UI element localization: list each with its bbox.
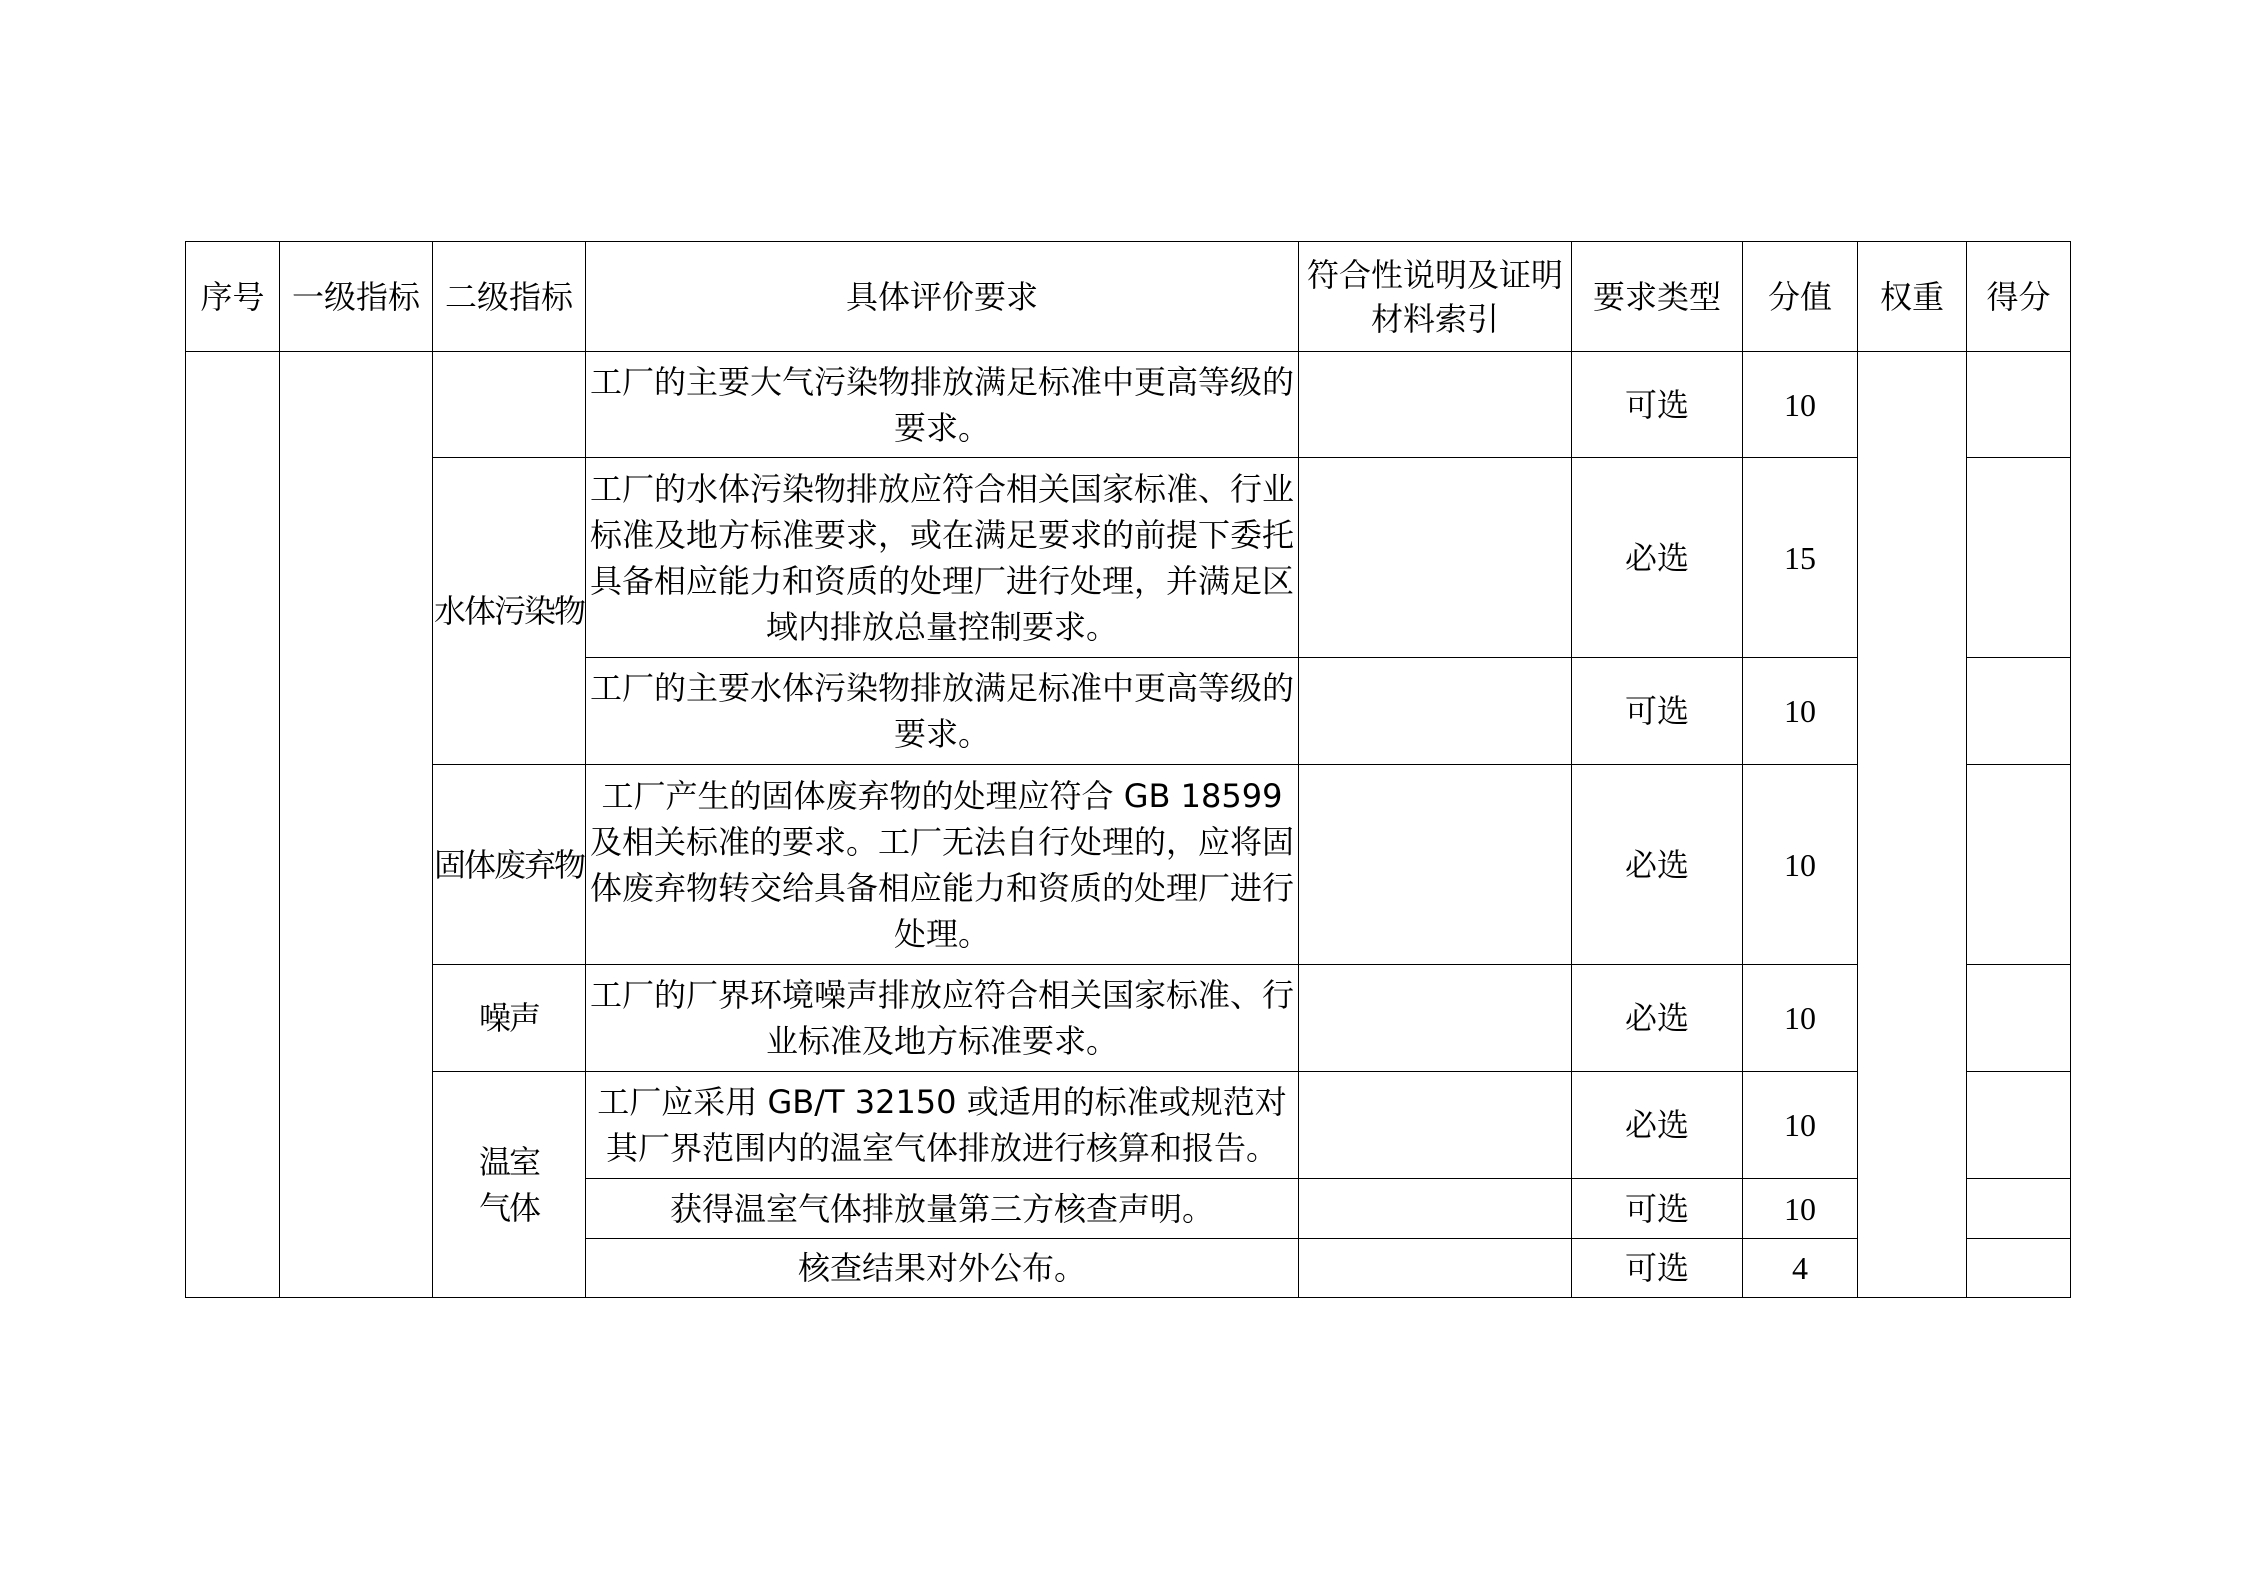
level2-cell-noise: 噪声 xyxy=(433,965,586,1072)
header-row xyxy=(186,242,2071,352)
requirement-cell: 工厂的主要大气污染物排放满足标准中更高等级的要求。 xyxy=(586,352,1299,458)
score-cell[interactable] xyxy=(1967,765,2071,965)
req-type-cell: 必选 xyxy=(1572,458,1743,658)
table-row xyxy=(186,1072,2071,1179)
table-row xyxy=(186,965,2071,1072)
score-value-cell: 10 xyxy=(1743,1179,1858,1239)
score-value-cell: 4 xyxy=(1743,1239,1858,1298)
evidence-cell[interactable] xyxy=(1299,1072,1572,1179)
evidence-cell[interactable] xyxy=(1299,458,1572,658)
evidence-cell[interactable] xyxy=(1299,765,1572,965)
evidence-cell[interactable] xyxy=(1299,1179,1572,1239)
evidence-cell[interactable] xyxy=(1299,965,1572,1072)
table-row xyxy=(186,458,2071,658)
score-value-cell: 15 xyxy=(1743,458,1858,658)
score-value-cell: 10 xyxy=(1743,965,1858,1072)
header-seq: 序号 xyxy=(186,242,280,352)
level2-cell-solid: 固体废弃物 xyxy=(433,765,586,965)
header-req-type: 要求类型 xyxy=(1572,242,1743,352)
requirement-cell: 工厂产生的固体废弃物的处理应符合 GB 18599 及相关标准的要求。工厂无法自行处理的，应将固体废弃物转交给具备相应能力和资质的处理厂进行处理。 xyxy=(586,765,1299,965)
header-evidence: 符合性说明及证明材料索引 xyxy=(1299,242,1572,352)
header-score-value: 分值 xyxy=(1743,242,1858,352)
evaluation-table xyxy=(185,241,2071,1298)
requirement-cell: 工厂应采用 GB/T 32150 或适用的标准或规范对其厂界范围内的温室气体排放进行核算和报告。 xyxy=(586,1072,1299,1179)
level2-cell-air xyxy=(433,352,586,458)
score-value-cell: 10 xyxy=(1743,1072,1858,1179)
score-value-cell: 10 xyxy=(1743,352,1858,458)
table-row xyxy=(186,765,2071,965)
weight-cell[interactable] xyxy=(1858,352,1967,1298)
req-type-cell: 可选 xyxy=(1572,352,1743,458)
score-cell[interactable] xyxy=(1967,965,2071,1072)
header-requirement: 具体评价要求 xyxy=(586,242,1299,352)
score-cell[interactable] xyxy=(1967,1179,2071,1239)
score-cell[interactable] xyxy=(1967,1239,2071,1298)
header-score: 得分 xyxy=(1967,242,2071,352)
score-cell[interactable] xyxy=(1967,658,2071,765)
header-level1: 一级指标 xyxy=(280,242,433,352)
score-cell[interactable] xyxy=(1967,1072,2071,1179)
req-type-cell: 可选 xyxy=(1572,658,1743,765)
score-value-cell: 10 xyxy=(1743,658,1858,765)
requirement-cell: 工厂的厂界环境噪声排放应符合相关国家标准、行业标准及地方标准要求。 xyxy=(586,965,1299,1072)
evidence-cell[interactable] xyxy=(1299,352,1572,458)
level1-cell xyxy=(280,352,433,1298)
header-level2: 二级指标 xyxy=(433,242,586,352)
score-cell[interactable] xyxy=(1967,458,2071,658)
seq-cell xyxy=(186,352,280,1298)
level2-ghg-line2: 气体 xyxy=(478,1188,539,1227)
level2-cell-ghg xyxy=(433,1072,586,1298)
req-type-cell: 可选 xyxy=(1572,1179,1743,1239)
requirement-cell: 工厂的主要水体污染物排放满足标准中更高等级的要求。 xyxy=(586,658,1299,765)
header-weight: 权重 xyxy=(1858,242,1967,352)
score-cell[interactable] xyxy=(1967,352,2071,458)
evidence-cell[interactable] xyxy=(1299,658,1572,765)
level2-cell-water: 水体污染物 xyxy=(433,458,586,765)
requirement-cell: 工厂的水体污染物排放应符合相关国家标准、行业标准及地方标准要求，或在满足要求的前提下委托具备相应能力和资质的处理厂进行处理，并满足区域内排放总量控制要求。 xyxy=(586,458,1299,658)
requirement-cell: 获得温室气体排放量第三方核查声明。 xyxy=(586,1179,1299,1239)
evidence-cell[interactable] xyxy=(1299,1239,1572,1298)
req-type-cell: 必选 xyxy=(1572,965,1743,1072)
level2-ghg-line1: 温室 xyxy=(478,1142,539,1181)
req-type-cell: 可选 xyxy=(1572,1239,1743,1298)
score-value-cell: 10 xyxy=(1743,765,1858,965)
table-row xyxy=(186,352,2071,458)
requirement-cell: 核查结果对外公布。 xyxy=(586,1239,1299,1298)
req-type-cell: 必选 xyxy=(1572,765,1743,965)
req-type-cell: 必选 xyxy=(1572,1072,1743,1179)
